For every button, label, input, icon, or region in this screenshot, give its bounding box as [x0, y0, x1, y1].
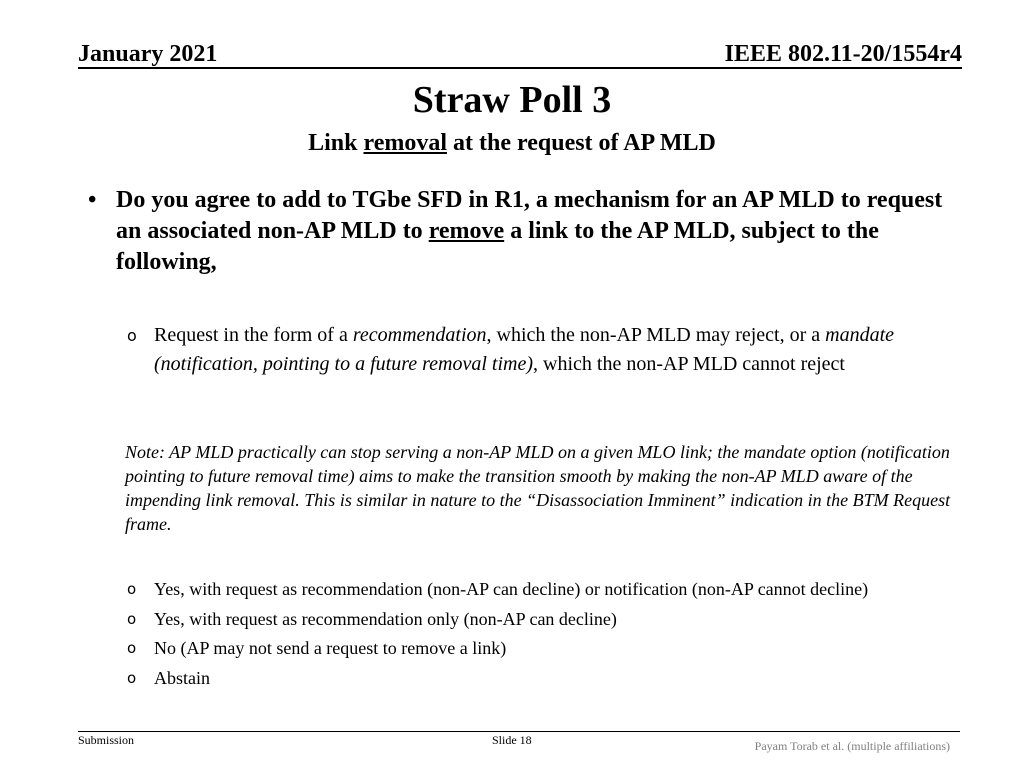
sub-bullet-text — [154, 321, 947, 379]
sub-bullet-t1: Request in the form of a — [154, 324, 353, 346]
option-marker: o — [127, 609, 137, 628]
poll-options — [127, 575, 967, 693]
subtitle-underlined: removal — [363, 130, 448, 156]
poll-option — [127, 634, 967, 664]
header-divider — [78, 67, 962, 69]
option-marker: o — [127, 580, 137, 598]
question-bullet — [78, 185, 958, 278]
option-text: Abstain — [154, 667, 210, 688]
sub-bullet-marker: o — [127, 326, 137, 345]
question-underlined: remove — [428, 218, 505, 244]
subtitle-pre: Link — [308, 130, 364, 156]
header-doc-id: IEEE 802.11-20/1554r4 — [724, 41, 962, 67]
question-part2: a link to the AP MLD, subject to the following, — [116, 218, 879, 275]
sub-bullet-t4: mandate (notification, pointing to a future removal time) — [154, 324, 895, 375]
question-part1: Do you agree to add to TGbe SFD in R1, a mechanism for an AP MLD to request an associated non-AP MLD to — [116, 187, 943, 244]
slide-title: Straw Poll 3 — [412, 79, 612, 121]
sub-bullet-t2: recommendation — [352, 324, 487, 346]
option-text: Yes, with request as recommendation (non-AP can decline) or notification (non-AP cannot decline) — [154, 579, 869, 599]
header-date: January 2021 — [78, 41, 218, 67]
poll-option — [127, 605, 967, 635]
sub-bullet — [127, 321, 947, 379]
option-text: Yes, with request as recommendation only (non-AP can decline) — [154, 608, 617, 629]
slide-subtitle — [0, 128, 1024, 158]
option-marker: o — [127, 639, 137, 657]
question-text — [116, 185, 958, 278]
footer-divider — [78, 731, 960, 732]
footer-slide-number: Slide 18 — [492, 733, 532, 747]
subtitle-post: at the request of AP MLD — [447, 130, 716, 156]
note-text: Note: AP MLD practically can stop serving a non-AP MLD on a given MLO link; the mandate option (notification pointing to future removal time) aims to make the transition smooth by making the non-AP MLD aware of the impending link removal. This is similar in nature to the “Disassociation Imminent” indication in the BTM Request frame. — [125, 442, 951, 534]
option-marker: o — [127, 668, 137, 687]
poll-option — [127, 664, 967, 694]
bullet-marker: • — [88, 187, 97, 213]
poll-option — [127, 575, 967, 605]
sub-bullet-t3: , which the non-AP MLD may reject, or a — [486, 324, 826, 346]
footer-authors: Payam Torab et al. (multiple affiliations) — [754, 739, 950, 753]
option-text: No (AP may not send a request to remove a link) — [154, 638, 507, 658]
footer-submission: Submission — [78, 733, 135, 747]
sub-bullet-t5: , which the non-AP MLD cannot reject — [533, 353, 845, 375]
